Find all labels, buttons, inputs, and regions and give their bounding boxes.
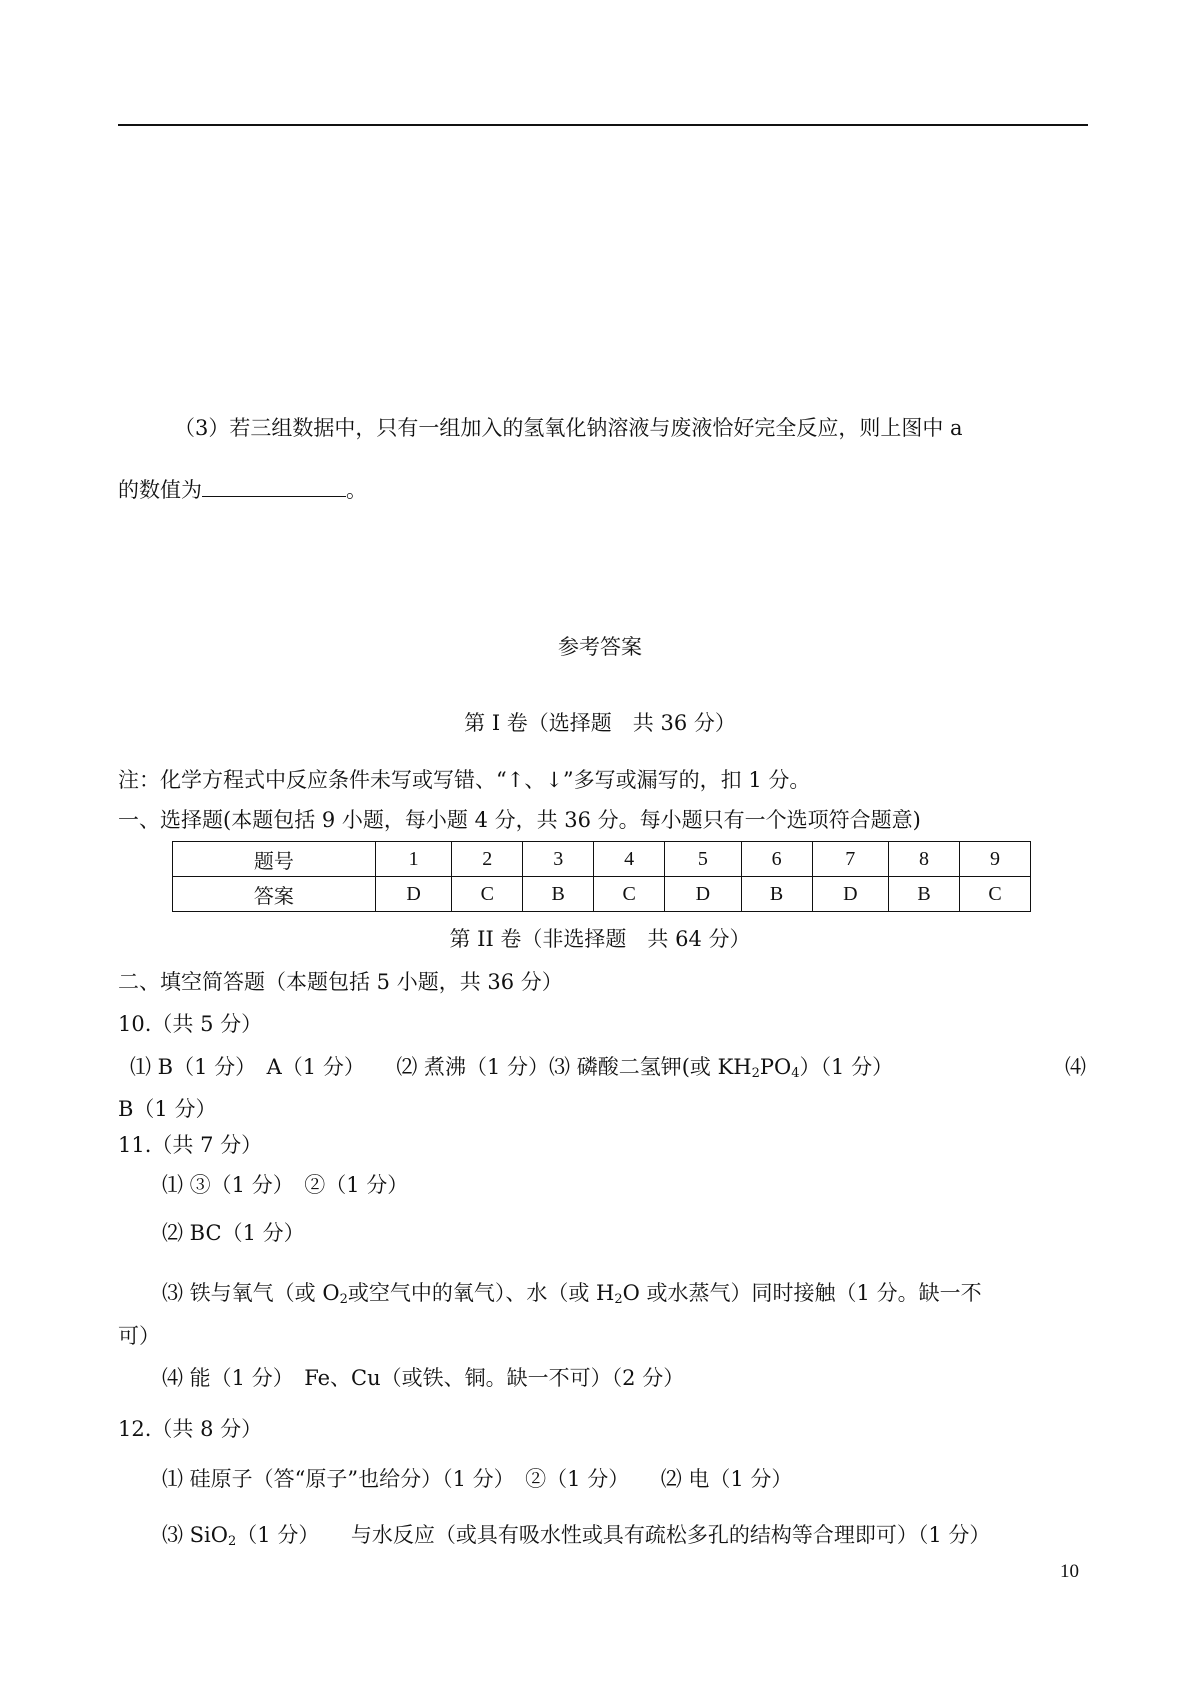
answer-table — [172, 841, 1031, 912]
q10-text-b: PO — [759, 1055, 792, 1079]
table-cell: B — [889, 877, 960, 912]
q12-text-a: ⑶ SiO — [162, 1523, 228, 1547]
row-label-answer: 答案 — [173, 877, 376, 912]
table-cell: 9 — [959, 842, 1030, 877]
table-cell: D — [665, 877, 741, 912]
table-cell: C — [959, 877, 1030, 912]
q11-line3-cont: 可） — [118, 1324, 160, 1348]
table-cell: B — [741, 877, 812, 912]
q12-line1: ⑴ 硅原子（答“原子”也给分）（1 分） ②（1 分） ⑵ 电（1 分） — [162, 1467, 793, 1491]
table-row — [173, 842, 1031, 877]
q11-text-c: O 或水蒸气）同时接触（1 分。缺一不 — [622, 1281, 982, 1305]
answer-blank[interactable] — [202, 474, 346, 497]
table-cell: 8 — [889, 842, 960, 877]
q11-title: 11.（共 7 分） — [118, 1133, 263, 1157]
q3-line2 — [118, 474, 367, 503]
q11-line1: ⑴ ③（1 分） ②（1 分） — [162, 1173, 409, 1197]
table-cell: 7 — [812, 842, 888, 877]
section2-heading: 二、填空简答题（本题包括 5 小题，共 36 分） — [118, 970, 563, 994]
q10-line2: B（1 分） — [118, 1097, 217, 1121]
subscript: 4 — [791, 1066, 800, 1081]
q11-text-b: 或空气中的氧气）、水（或 H — [347, 1281, 615, 1305]
note: 注：化学方程式中反应条件未写或写错、“↑、↓”多写或漏写的，扣 1 分。 — [118, 768, 811, 792]
part2-heading: 第 II 卷（非选择题 共 64 分） — [449, 927, 751, 951]
q11-line3 — [162, 1281, 982, 1308]
q3-line1: （3）若三组数据中，只有一组加入的氢氧化钠溶液与废液恰好完全反应，则上图中 a — [174, 416, 963, 440]
subscript: 2 — [751, 1066, 760, 1081]
subscript: 2 — [614, 1292, 623, 1307]
table-cell: C — [594, 877, 665, 912]
subscript: 2 — [339, 1292, 348, 1307]
table-row — [173, 877, 1031, 912]
q10-item4-marker: ⑷ — [1065, 1055, 1086, 1079]
table-cell: 1 — [375, 842, 451, 877]
part1-heading: 第 I 卷（选择题 共 36 分） — [464, 711, 736, 735]
q10-title: 10.（共 5 分） — [118, 1012, 263, 1036]
table-cell: B — [523, 877, 594, 912]
top-rule — [118, 124, 1088, 126]
q11-line4: ⑷ 能（1 分） Fe、Cu（或铁、铜。缺一不可）（2 分） — [162, 1366, 685, 1390]
q3-line2-text: 的数值为 — [118, 478, 202, 502]
table-cell: D — [375, 877, 451, 912]
page-number: 10 — [1060, 1561, 1079, 1582]
answers-title: 参考答案 — [558, 635, 642, 659]
q10-text-a: ⑴ B（1 分） A（1 分） ⑵ 煮沸（1 分）⑶ 磷酸二氢钾(或 KH — [130, 1055, 752, 1079]
table-cell: 3 — [523, 842, 594, 877]
table-cell: 4 — [594, 842, 665, 877]
q11-text-a: ⑶ 铁与氧气（或 O — [162, 1281, 340, 1305]
table-cell: 6 — [741, 842, 812, 877]
q11-line2: ⑵ BC（1 分） — [162, 1221, 305, 1245]
q12-line2 — [162, 1523, 990, 1550]
q10-line1 — [130, 1055, 893, 1082]
table-cell: 2 — [452, 842, 523, 877]
q10-text-c: ）（1 分） — [799, 1055, 894, 1079]
q12-title: 12.（共 8 分） — [118, 1417, 263, 1441]
section1-heading: 一、选择题(本题包括 9 小题，每小题 4 分，共 36 分。每小题只有一个选项符合题意) — [118, 808, 921, 832]
table-cell: C — [452, 877, 523, 912]
row-label-number: 题号 — [173, 842, 376, 877]
q3-line2-end: 。 — [346, 478, 367, 502]
table-cell: 5 — [665, 842, 741, 877]
table-cell: D — [812, 877, 888, 912]
subscript: 2 — [228, 1534, 237, 1549]
q12-text-b: （1 分） 与水反应（或具有吸水性或具有疏松多孔的结构等合理即可）（1 分） — [236, 1523, 991, 1547]
